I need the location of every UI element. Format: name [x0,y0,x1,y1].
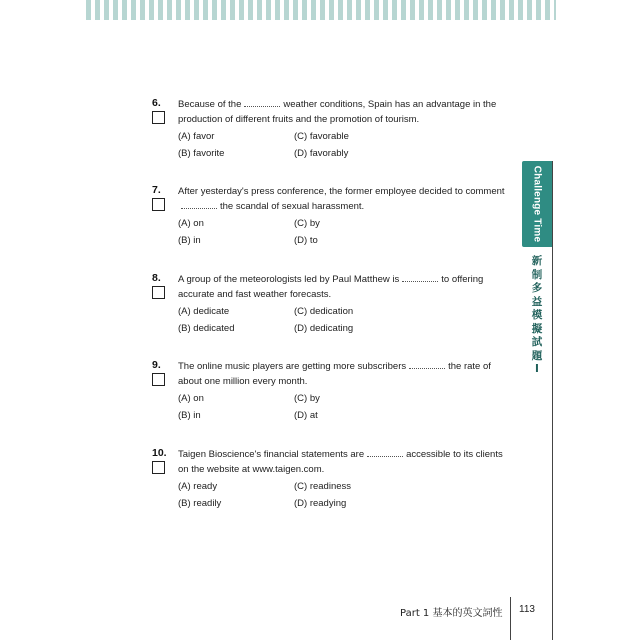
side-tab-subtitle: 新制多益模擬試題Ⅰ [531,255,543,375]
option-a[interactable]: (A) dedicate [178,306,230,317]
option-d[interactable]: (D) to [294,235,318,246]
options-list [178,481,418,510]
option-b[interactable]: (B) readily [178,498,222,509]
option-d[interactable]: (D) at [294,410,318,421]
option-d[interactable]: (D) favorably [294,148,349,159]
option-b[interactable]: (B) in [178,235,201,246]
option-a[interactable]: (A) on [178,218,204,229]
blank-line [367,450,403,457]
question-number: 10. [152,447,167,459]
options-list [178,306,418,335]
question-text: Because of the weather conditions, Spain has an advantage in the production of different fruits and the promotion of tourism. [178,99,497,125]
top-decorative-band [86,0,556,20]
answer-checkbox[interactable] [152,111,165,124]
blank-line [244,100,280,107]
option-b[interactable]: (B) dedicated [178,323,235,334]
answer-checkbox[interactable] [152,373,165,386]
question-number: 6. [152,97,161,109]
question-8 [152,272,512,342]
footer-divider [510,597,511,640]
question-text: After yesterday's press conference, the former employee decided to commentthe scandal of sexual harassment. [178,186,505,212]
question-10 [152,447,512,517]
options-list [178,393,418,422]
option-c[interactable]: (C) dedication [294,306,354,317]
option-a[interactable]: (A) ready [178,481,218,492]
chapter-side-tab [522,161,552,247]
blank-line [402,275,438,282]
option-b[interactable]: (B) favorite [178,148,225,159]
question-number: 9. [152,359,161,371]
page-number: 113 [519,604,535,615]
option-d[interactable]: (D) readying [294,498,347,509]
answer-checkbox[interactable] [152,461,165,474]
question-9 [152,359,512,429]
option-c[interactable]: (C) readiness [294,481,352,492]
blank-line [181,202,217,209]
question-text: A group of the meteorologists led by Paul Matthew is to offering accurate and fast weather forecasts. [178,274,484,300]
side-divider [552,161,553,640]
option-d[interactable]: (D) dedicating [294,323,354,334]
answer-checkbox[interactable] [152,198,165,211]
question-number: 7. [152,184,161,196]
option-b[interactable]: (B) in [178,410,201,421]
option-c[interactable]: (C) by [294,393,320,404]
side-tab-title: Challenge Time [531,165,543,243]
answer-checkbox[interactable] [152,286,165,299]
options-list [178,131,418,160]
question-text: The online music players are getting more subscribers the rate of about one million every month. [178,361,491,387]
question-6 [152,97,512,167]
option-c[interactable]: (C) favorable [294,131,349,142]
question-number: 8. [152,272,161,284]
option-a[interactable]: (A) favor [178,131,215,142]
option-a[interactable]: (A) on [178,393,204,404]
options-list [178,218,418,247]
blank-line [409,362,445,369]
footer-part-label: Part 1 基本的英文詞性 [400,608,503,619]
question-7 [152,184,512,254]
option-c[interactable]: (C) by [294,218,320,229]
question-text: Taigen Bioscience's financial statements are accessible to its clients on the website at www.taigen.com. [178,449,503,475]
